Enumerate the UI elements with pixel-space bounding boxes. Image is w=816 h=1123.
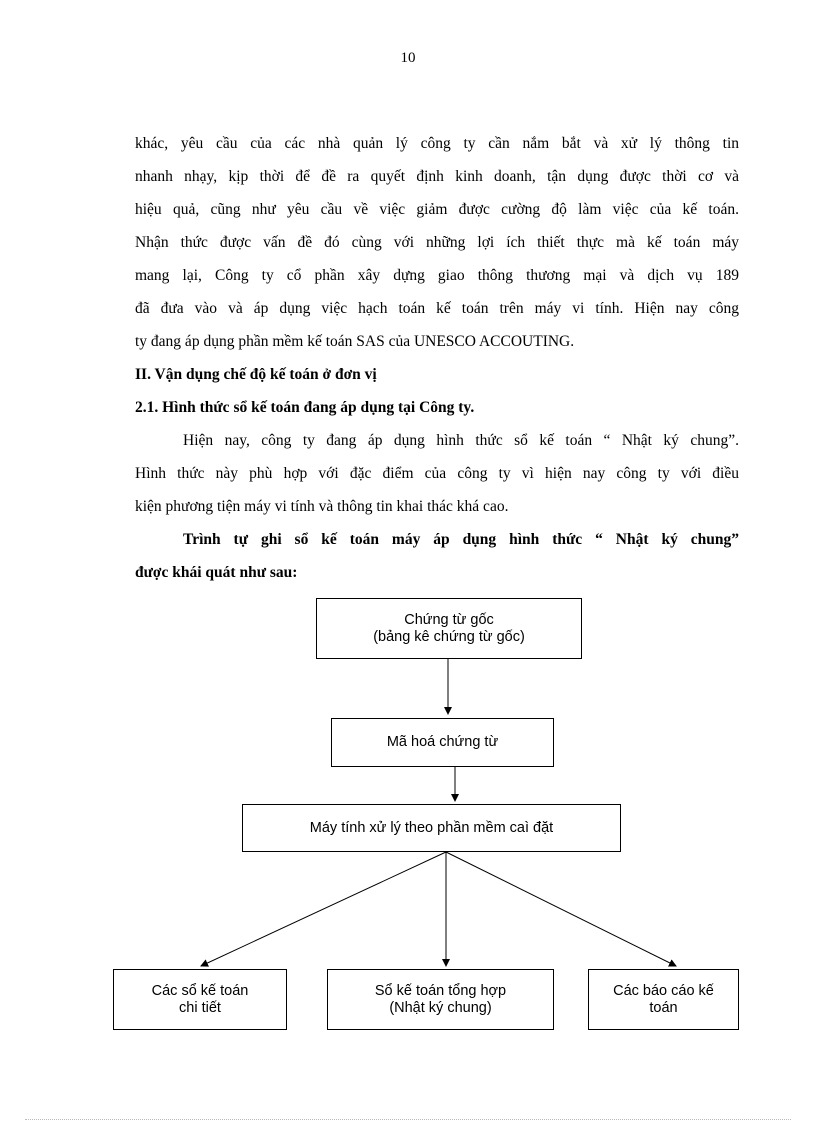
- text-line: ty đang áp dụng phần mềm kế toán SAS của UNESCO ACCOUTING.: [135, 333, 575, 350]
- text-line: hiệu quả, cũng như yêu cầu về việc giảm được cường độ làm việc của kế toán.: [135, 201, 739, 218]
- arrow-to-detail: [201, 852, 446, 966]
- box-label: Sổ kế toán tổng hợp: [374, 982, 507, 999]
- box-label: Máy tính xử lý theo phần mềm caì đặt: [309, 819, 554, 836]
- text-line: kiện phương tiện máy vi tính và thông tin khai thác khá cao.: [135, 498, 509, 515]
- box-source-documents: [316, 598, 582, 659]
- box-encode-documents: [331, 718, 554, 767]
- text-line: Hình thức này phù hợp với đặc điểm của công ty vì hiện nay công ty với điều: [135, 465, 739, 482]
- subsection-heading: 2.1. Hình thức sổ kế toán đang áp dụng tại Công ty.: [135, 399, 475, 416]
- box-label: Chứng từ gốc: [404, 611, 494, 628]
- box-label: (Nhật ký chung): [389, 999, 492, 1016]
- box-reports: [588, 969, 739, 1030]
- text-line: được khái quát như sau:: [135, 564, 298, 581]
- box-label: Mã hoá chứng từ: [386, 734, 499, 750]
- box-label: (bảng kê chứng từ gốc): [373, 628, 525, 645]
- box-general-books: [327, 969, 554, 1030]
- box-label: toán: [649, 999, 678, 1016]
- box-label: chi tiết: [179, 999, 221, 1016]
- text-line: Hiện nay, công ty đang áp dụng hình thức sổ kế toán “ Nhật ký chung”.: [183, 432, 739, 449]
- arrow-to-reports: [446, 852, 676, 966]
- text-line: nhanh nhạy, kịp thời để đề ra quyết định kinh doanh, tận dụng được thời cơ và: [135, 168, 739, 185]
- section-heading: II. Vận dụng chế độ kế toán ở đơn vị: [135, 366, 377, 383]
- box-detail-books: [113, 969, 287, 1030]
- box-computer-processing: [242, 804, 621, 852]
- text-line: khác, yêu cầu của các nhà quản lý công ty cần nắm bắt và xử lý thông tin: [135, 135, 739, 152]
- page-bottom-rule: [25, 1119, 791, 1120]
- text-line: Trình tự ghi sổ kế toán máy áp dụng hình thức “ Nhật ký chung”: [183, 531, 739, 548]
- box-label: Các sổ kế toán: [151, 982, 249, 999]
- text-line: Nhận thức được vấn đề đó cùng với những lợi ích thiết thực mà kế toán máy: [135, 234, 739, 251]
- box-label: Các báo cáo kế: [613, 982, 714, 999]
- text-line: đã đưa vào và áp dụng việc hạch toán kế toán trên máy vi tính. Hiện nay công: [135, 300, 739, 317]
- page-number: 10: [400, 50, 416, 66]
- text-line: mang lại, Công ty cổ phần xây dựng giao thông thương mại và dịch vụ 189: [135, 267, 739, 284]
